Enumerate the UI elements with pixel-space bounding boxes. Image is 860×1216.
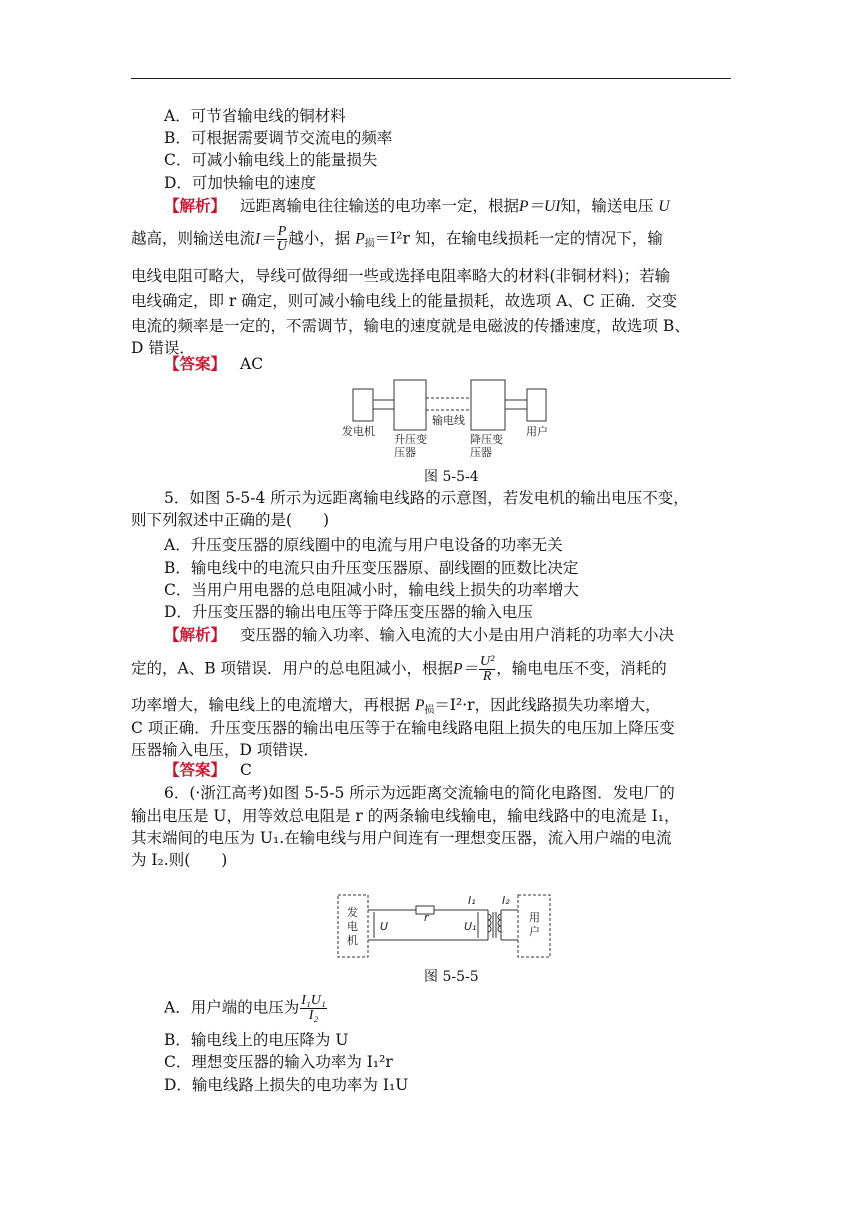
q5-analysis-line-2: 定的，A、B 项错误．用户的总电阻减小，根据P＝ $\frac{\text{U²}}{R}$ ，输电电压不变，消耗的 xyxy=(131,654,667,684)
q6-option-d: D．输电线路上损失的电功率为 I₁U xyxy=(164,1076,409,1094)
fraction-i1u1-over-i2: $\frac{\text{I₁U₁}}{\text{I₂}}$ xyxy=(301,993,326,1023)
line-label: 输电线 xyxy=(432,414,465,427)
q4-option-d: D．可加快输电的速度 xyxy=(164,174,316,192)
q5-option-d: D．升压变压器的输出电压等于降压变压器的输入电压 xyxy=(164,603,533,621)
generator-label: 发电机 xyxy=(342,425,375,438)
step-up-label-1: 升压变 xyxy=(394,433,427,446)
label-U1: U₁ xyxy=(464,920,477,933)
q6-option-c: C．理想变压器的输入功率为 I₁²r xyxy=(164,1053,393,1071)
top-rule xyxy=(131,78,731,79)
step-up-label-2: 压器 xyxy=(394,446,416,459)
gen-char-3: 机 xyxy=(347,934,358,947)
figure-5-5-4-caption: 图 5-5-4 xyxy=(424,469,479,485)
figure-5-5-4 xyxy=(340,376,560,462)
q4-analysis-line-1: 【解析】 远距离输电往往输送的电功率一定，根据P＝UI知，输送电压 U xyxy=(164,196,670,215)
answer-tag: 【答案】 xyxy=(164,354,227,373)
q4-analysis-line-2: 越高，则输送电流I＝ $\frac{P}{U}$ 越小，据 $P_损=I^2r$ 知，在输电线损耗一定的情况下，输 xyxy=(131,224,663,254)
q5-analysis-line-5: 压器输入电压，D 项错误． xyxy=(131,741,319,759)
label-I2: I₂ xyxy=(502,894,510,907)
q4-option-c: C．可减小输电线上的能量损失 xyxy=(164,151,378,169)
q5-option-a: A．升压变压器的原线圈中的电流与用户电设备的功率无关 xyxy=(164,536,563,554)
q4-analysis-line-4: 电线确定，即 r 确定，则可减小输电线上的能量损耗，故选项 A、C 正确．交变 xyxy=(131,292,678,310)
fraction-p-over-u: $\frac{P}{U}$ xyxy=(276,224,288,254)
q5-stem-line-1: 5．如图 5-5-4 所示为远距离输电线路的示意图，若发电机的输出电压不变， xyxy=(164,489,689,507)
q4-option-a: A．可节省输电线的铜材料 xyxy=(164,107,346,125)
q4-analysis-line-5: 电流的频率是一定的，不需调节，输电的速度就是电磁波的传播速度，故选项 B、 xyxy=(131,317,690,335)
q5-option-c: C．当用户用电器的总电阻减小时，输电线上损失的功率增大 xyxy=(164,581,579,599)
user-char-1: 用 xyxy=(529,911,540,924)
step-down-label-1: 降压变 xyxy=(470,433,503,446)
user-label: 用户 xyxy=(526,425,548,438)
q6-stem-line-2: 输出电压是 U，用等效总电阻是 r 的两条输电线输电，输电线路中的电流是 I₁， xyxy=(131,807,680,825)
step-down-label-2: 压器 xyxy=(470,446,492,459)
figure-5-5-5-caption: 图 5-5-5 xyxy=(424,969,479,985)
gen-char-1: 发 xyxy=(347,906,358,919)
label-U: U xyxy=(380,920,389,933)
q6-stem-line-3: 其末端间的电压为 U₁.在输电线与用户间连有一理想变压器，流入用户端的电流 xyxy=(131,829,672,847)
q4-option-b: B．可根据需要调节交流电的频率 xyxy=(164,129,393,147)
q5-analysis-line-1: 【解析】 变压器的输入功率、输入电流的大小是由用户消耗的功率大小决 xyxy=(164,625,675,644)
q4-analysis-line-3: 电线电阻可略大，导线可做得细一些或选择电阻率略大的材料(非铜材料)；若输 xyxy=(131,267,671,285)
analysis-tag: 【解析】 xyxy=(164,196,227,215)
analysis-tag: 【解析】 xyxy=(164,625,227,644)
q5-analysis-line-3: 功率增大，输电线上的电流增大，再根据 $P_损=I^2\cdot r$，因此线路损失功率增大， xyxy=(131,696,661,716)
q5-stem-line-2: 则下列叙述中正确的是( ) xyxy=(131,511,330,529)
q6-stem-line-4: 为 I₂.则( ) xyxy=(131,851,228,869)
q5-answer: 【答案】 C xyxy=(164,760,252,779)
q6-option-a: A．用户端的电压为 $\frac{\text{I₁U₁}}{\text{I₂}}$ xyxy=(164,993,326,1023)
user-char-2: 户 xyxy=(529,925,540,938)
figure-5-5-5 xyxy=(334,890,556,962)
answer-tag: 【答案】 xyxy=(164,760,227,779)
q6-option-b: B．输电线上的电压降为 U xyxy=(164,1031,349,1049)
gen-char-2: 电 xyxy=(347,920,358,933)
fraction-u2-over-r: $\frac{\text{U²}}{R}$ xyxy=(479,654,495,684)
q4-answer: 【答案】 AC xyxy=(164,354,264,373)
q6-stem-line-1: 6．(·浙江高考)如图 5-5-5 所示为远距离交流输电的简化电路图．发电厂的 xyxy=(164,784,675,802)
label-I1: I₁ xyxy=(468,894,476,907)
q5-analysis-line-4: C 项正确．升压变压器的输出电压等于在输电线路电阻上损失的电压加上降压变 xyxy=(131,719,675,737)
label-r: r xyxy=(424,911,429,924)
q5-option-b: B．输电线中的电流只由升压变压器原、副线圈的匝数比决定 xyxy=(164,559,579,577)
q4-analysis-line-6: D 错误． xyxy=(131,339,195,357)
